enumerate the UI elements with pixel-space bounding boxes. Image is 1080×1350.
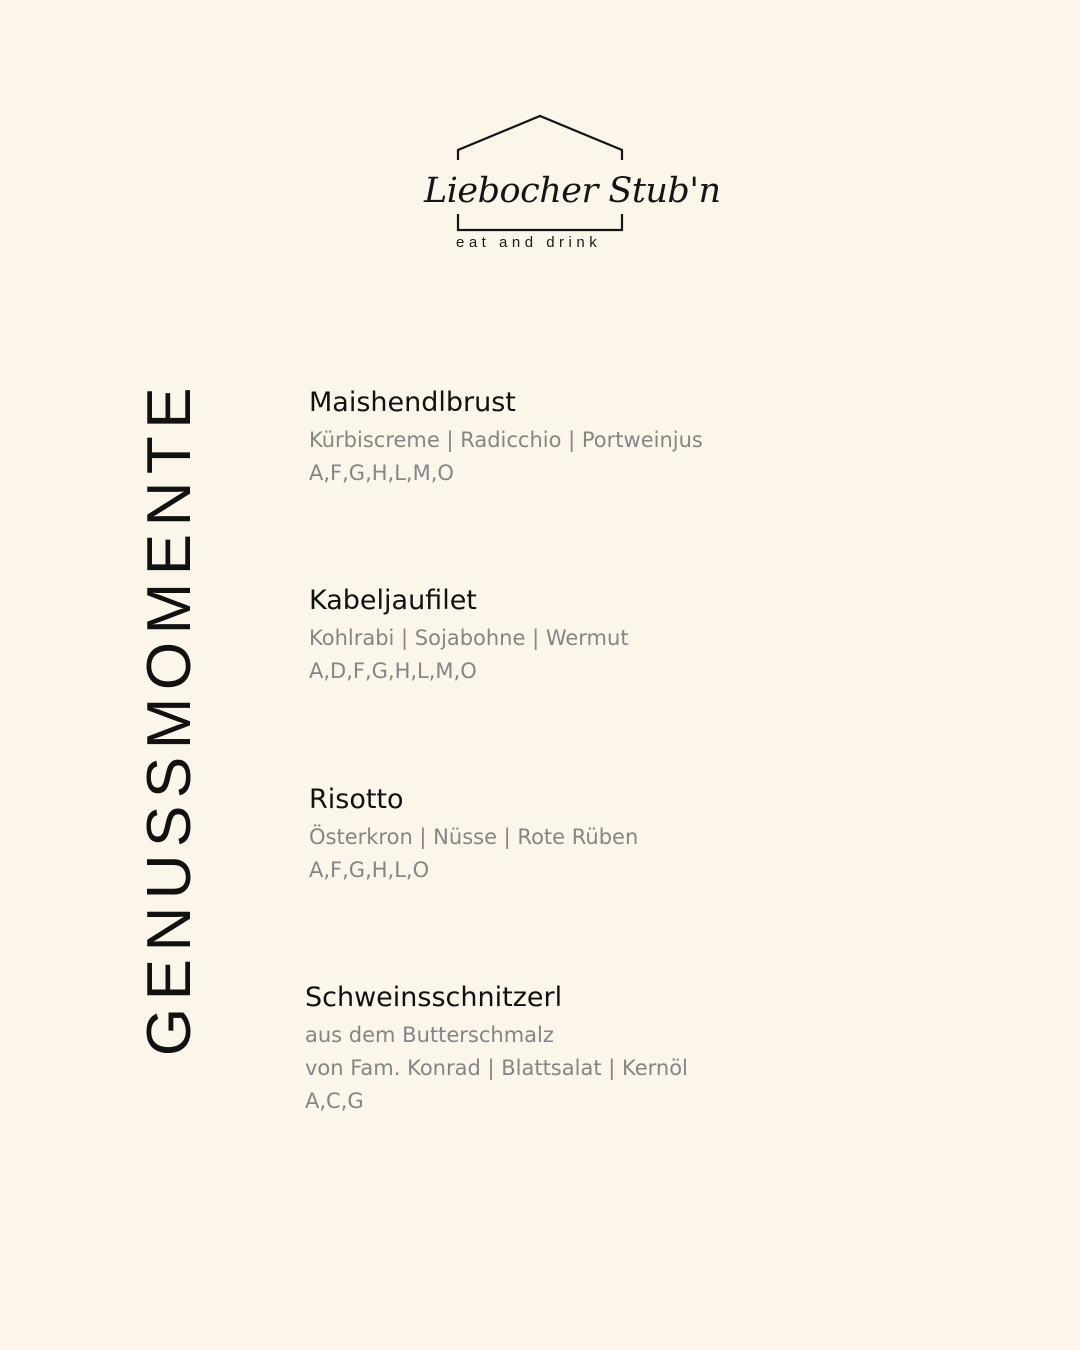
dish-name: Schweinsschnitzerl: [305, 982, 563, 1013]
dish-allergens: A,D,F,G,H,L,M,O: [309, 659, 477, 683]
dish-allergens: A,C,G: [305, 1089, 364, 1113]
logo-tagline: eat and drink: [456, 234, 602, 251]
dish-description: Kürbiscreme | Radicchio | Portweinjus: [309, 428, 703, 452]
logo-script-name: Liebocher Stub'n: [424, 171, 721, 211]
dish-name: Kabeljaufilet: [309, 585, 477, 616]
section-title: GENUSSMOMENTE: [135, 379, 204, 1057]
dish-description: Kohlrabi | Sojabohne | Wermut: [309, 626, 629, 650]
dish-allergens: A,F,G,H,L,O: [309, 858, 430, 882]
restaurant-logo: [420, 110, 721, 260]
dish-name: Risotto: [309, 784, 404, 815]
menu-item: [309, 584, 629, 688]
menu-item: [309, 783, 638, 887]
dish-name: Maishendlbrust: [309, 387, 516, 418]
dish-description: Österkron | Nüsse | Rote Rüben: [309, 825, 639, 849]
dish-description: von Fam. Konrad | Blattsalat | Kernöl: [305, 1056, 688, 1080]
menu-item: [309, 386, 703, 490]
dish-description: aus dem Butterschmalz: [305, 1023, 554, 1047]
menu-item: [305, 981, 688, 1118]
dish-allergens: A,F,G,H,L,M,O: [309, 461, 454, 485]
